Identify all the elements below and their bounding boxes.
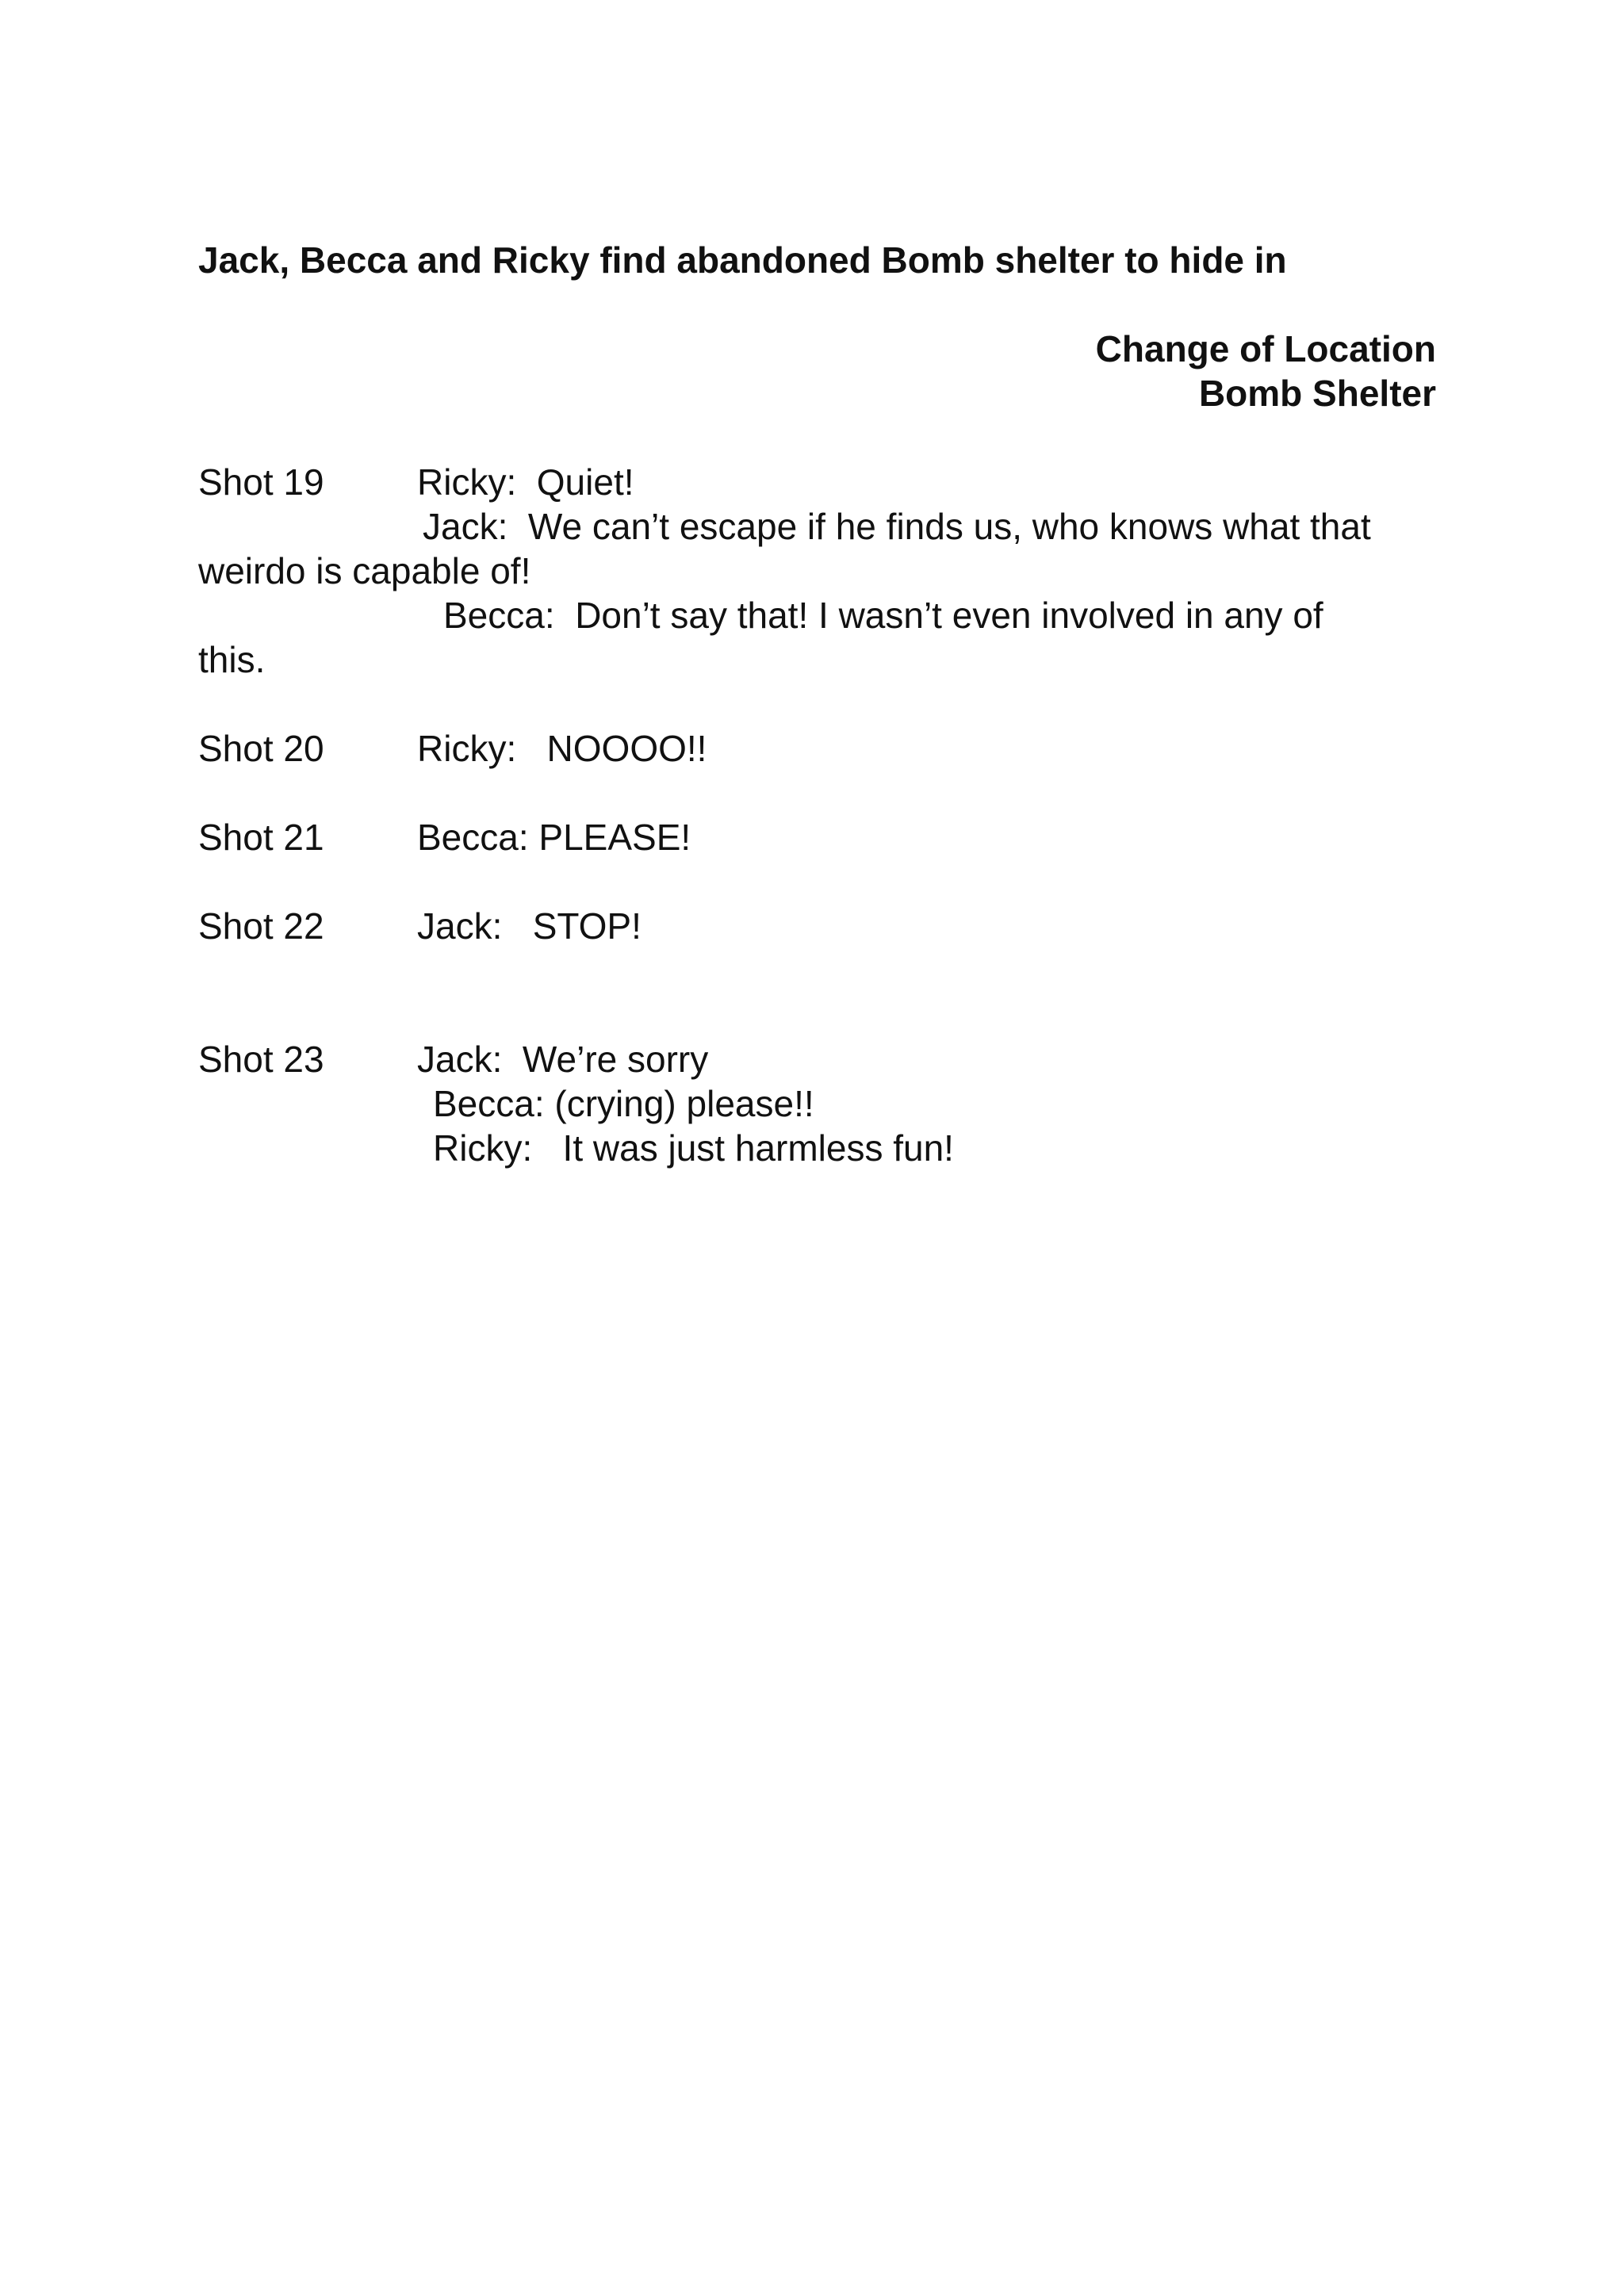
dialogue-line: Becca: (crying) please!! (433, 1083, 814, 1124)
shot-label-20: Shot 20 (198, 728, 324, 769)
location-block (1096, 327, 1436, 415)
scene-heading: Jack, Becca and Ricky find abandoned Bomb shelter to hide in (198, 239, 1287, 281)
dialogue-line: Jack: We can’t escape if he finds us, who knows what that (423, 506, 1371, 547)
location-line-place: Bomb Shelter (1198, 373, 1436, 414)
dialogue-line: Becca: Don’t say that! I wasn’t even involved in any of (443, 595, 1323, 636)
dialogue-line: Ricky: NOOOO!! (417, 728, 707, 769)
dialogue-line: Jack: We’re sorry (417, 1039, 709, 1080)
location-line-change: Change of Location (1095, 328, 1436, 369)
dialogue-line: weirdo is capable of! (198, 550, 531, 591)
shot-label-23: Shot 23 (198, 1039, 324, 1080)
shot-label-22: Shot 22 (198, 905, 324, 947)
dialogue-line: Ricky: It was just harmless fun! (433, 1127, 954, 1169)
shot-label-19: Shot 19 (198, 461, 324, 503)
dialogue-line: Becca: PLEASE! (417, 817, 691, 858)
dialogue-line: this. (198, 639, 266, 680)
dialogue-line: Jack: STOP! (417, 905, 642, 947)
dialogue-line: Ricky: Quiet! (417, 461, 634, 503)
shot-label-21: Shot 21 (198, 817, 324, 858)
